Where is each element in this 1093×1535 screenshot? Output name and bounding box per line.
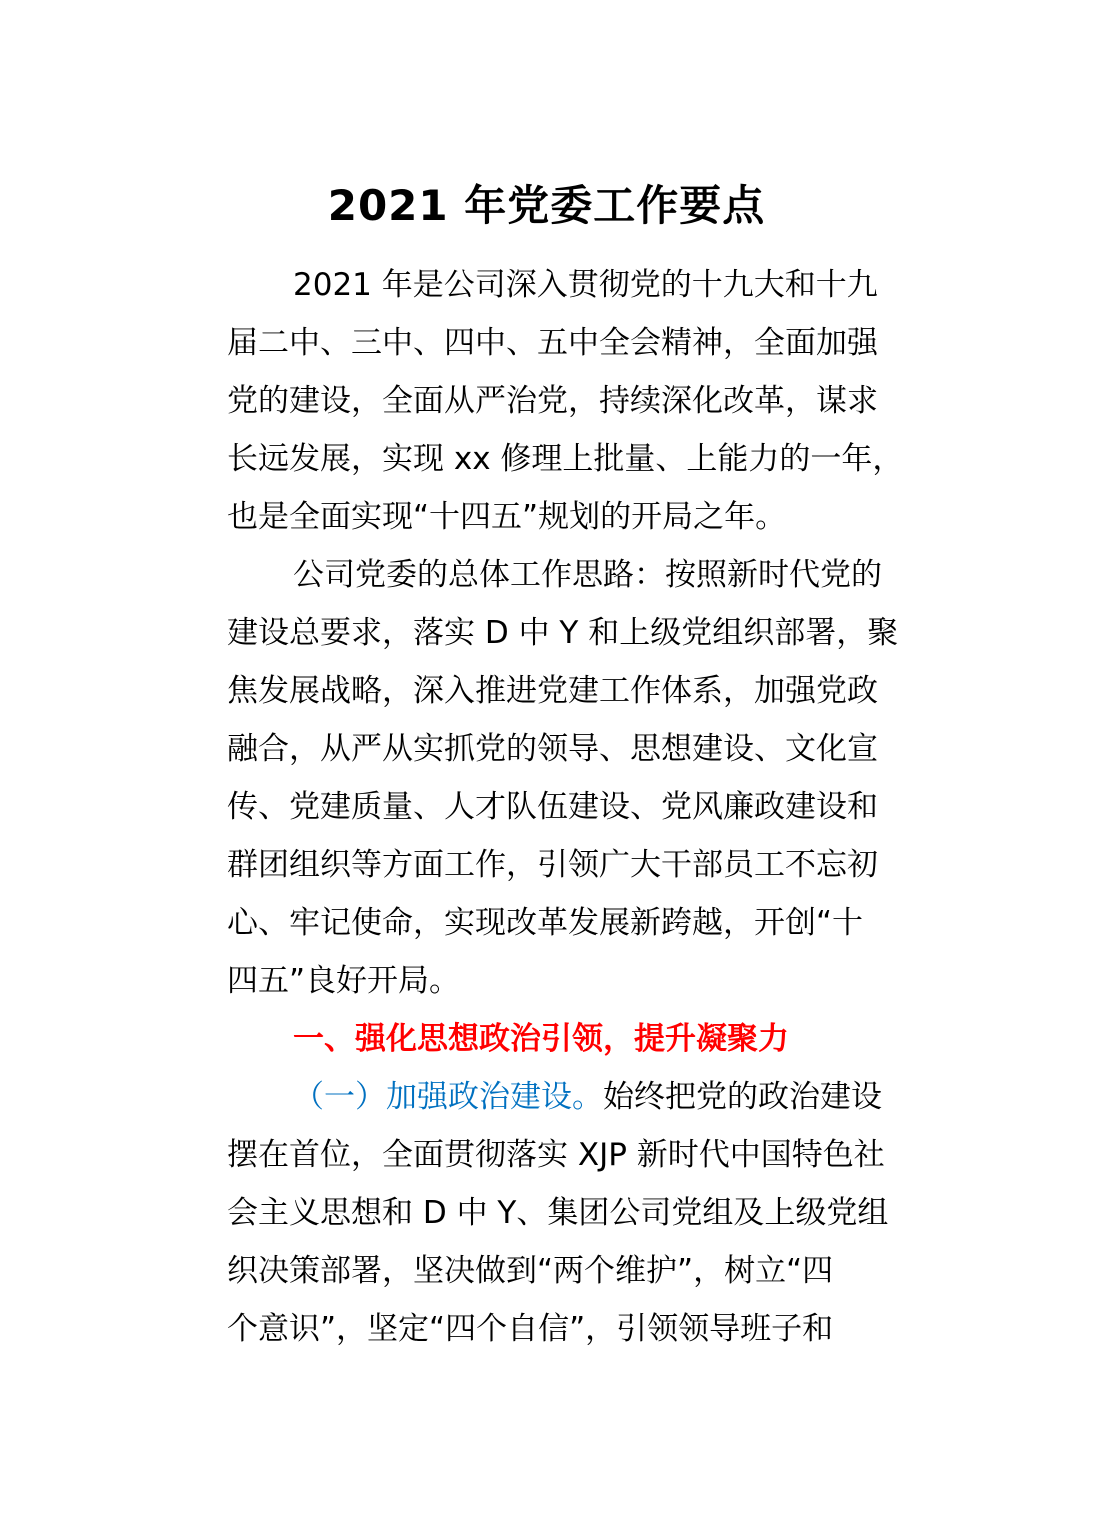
paragraph-line: 四五”良好开局。 (227, 963, 461, 999)
paragraph-line: 个意识”，坚定“四个自信”，引领领导班子和 (227, 1311, 834, 1347)
paragraph-line: 传、党建质量、人才队伍建设、党风廉政建设和 (227, 789, 878, 825)
paragraph-line: 心、牢记使命，实现改革发展新跨越，开创“十 (227, 905, 864, 941)
paragraph-line: 届二中、三中、四中、五中全会精神，全面加强 (227, 325, 878, 361)
paragraph-line: 群团组织等方面工作，引领广大干部员工不忘初 (227, 847, 878, 883)
paragraph-line: 也是全面实现“十四五”规划的开局之年。 (227, 499, 787, 535)
document-title: 2021 年党委工作要点 (327, 181, 766, 230)
paragraph-line: 焦发展战略，深入推进党建工作体系，加强党政 (227, 673, 878, 709)
subsection-lead-rest: 始终把党的政治建设 (603, 1079, 882, 1115)
paragraph-line: 长远发展，实现 xx 修理上批量、上能力的一年， (227, 441, 904, 477)
paragraph-line: 织决策部署，坚决做到“两个维护”，树立“四 (227, 1253, 834, 1289)
subsection-first-line (293, 1077, 1093, 1117)
paragraph-line: 党的建设，全面从严治党，持续深化改革，谋求 (227, 383, 878, 419)
paragraph-line: 公司党委的总体工作思路：按照新时代党的 (293, 557, 882, 593)
section-heading: 一、强化思想政治引领，提升凝聚力 (293, 1021, 789, 1057)
paragraph-line: 摆在首位，全面贯彻落实 XJP 新时代中国特色社 (227, 1137, 885, 1173)
paragraph-line: 建设总要求，落实 D 中 Y 和上级党组织部署，聚 (227, 615, 899, 651)
paragraph-line: 融合，从严从实抓党的领导、思想建设、文化宣 (227, 731, 878, 767)
subsection-lead: （一）加强政治建设。 (293, 1079, 603, 1115)
paragraph-line: 会主义思想和 D 中 Y、集团公司党组及上级党组 (227, 1195, 889, 1231)
paragraph-line: 2021 年是公司深入贯彻党的十九大和十九 (293, 267, 878, 303)
